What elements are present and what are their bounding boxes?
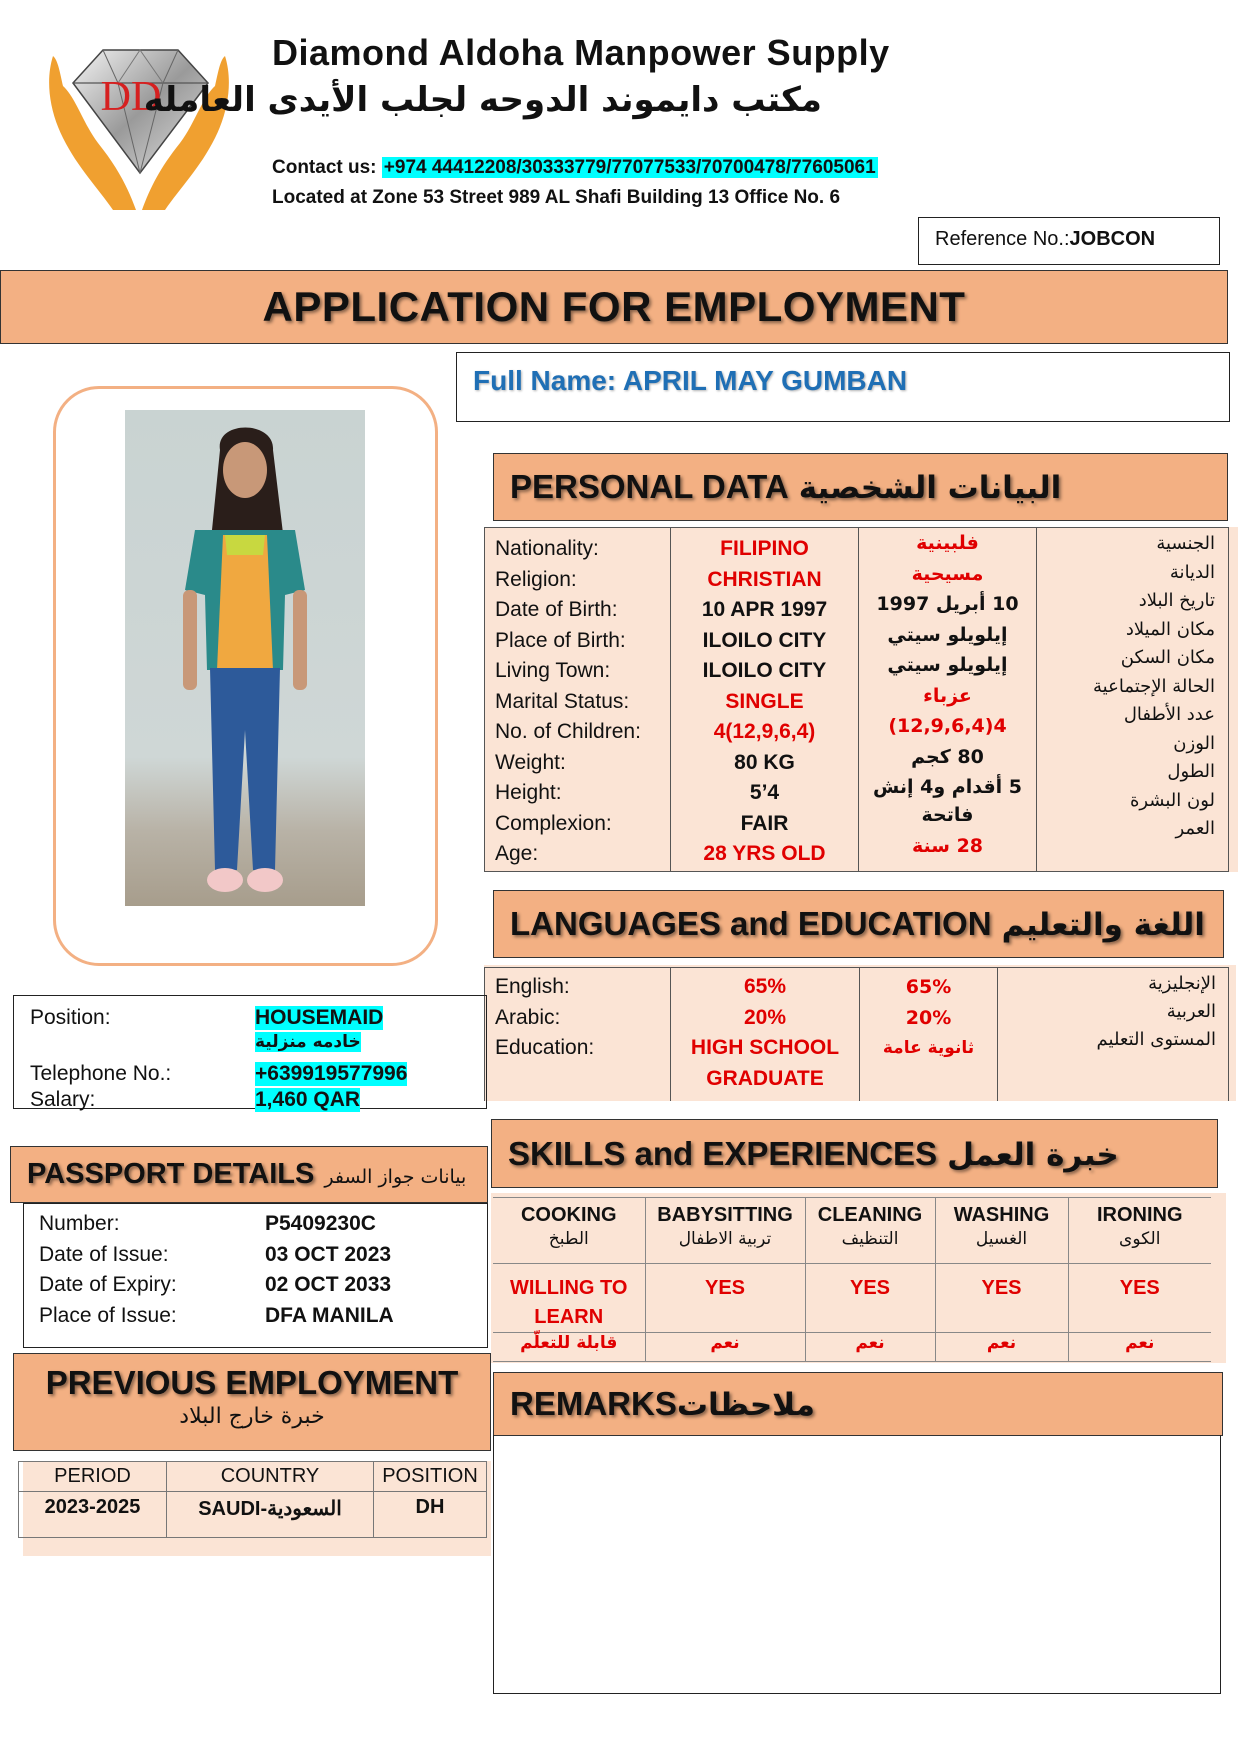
personal-label-arabic: تاريخ البلاد [1138, 590, 1215, 611]
personal-labels-column [485, 528, 671, 871]
personal-value-arabic: مسيحية [911, 562, 984, 585]
passport-details-header [10, 1146, 488, 1203]
languages-title: LANGUAGES and EDUCATION [510, 905, 992, 942]
skill-name: WASHING [953, 1204, 1050, 1226]
remarks-title-arabic: ملاحظات [676, 1387, 815, 1423]
skill-name: CLEANING [817, 1204, 923, 1226]
personal-value-arabic: 80 كجم [911, 745, 984, 768]
previous-employment-title: PREVIOUS EMPLOYMENT [45, 1364, 459, 1401]
passport-field-label: Date of Expiry: [39, 1273, 177, 1296]
period-column-header: PERIOD [19, 1462, 167, 1492]
skill-value-cell: YES [1068, 1264, 1211, 1333]
telephone-label: Telephone No.: [30, 1062, 172, 1085]
skills-header-row [493, 1198, 1211, 1264]
personal-value: ILOILO CITY [702, 628, 827, 652]
skill-value-cell: YES [805, 1264, 935, 1333]
person-photo-icon [125, 410, 365, 906]
personal-label: Marital Status: [495, 689, 630, 713]
reference-value: JOBCON [1069, 228, 1156, 250]
language-value-arabic: 65% [905, 976, 952, 998]
skill-value-cell: WILLING TO LEARN [493, 1264, 645, 1333]
passport-field-value: 03 OCT 2023 [265, 1242, 392, 1266]
company-logo [28, 38, 250, 214]
skills-title-arabic: خبرة العمل [947, 1136, 1119, 1173]
language-labels-arabic-column [998, 968, 1228, 1101]
skill-value-cell: YES [935, 1264, 1068, 1333]
skill-value-arabic-cell: قابلة للتعلّم [493, 1333, 645, 1362]
personal-value-arabic: عزباء [923, 684, 972, 707]
personal-value: 80 KG [734, 750, 795, 774]
personal-value: SINGLE [725, 689, 804, 713]
skill-value-cell: YES [645, 1264, 805, 1333]
passport-title-arabic: بيانات جواز السفر [324, 1166, 467, 1188]
personal-value-arabic: 10 أبريل 1997 [876, 593, 1019, 615]
language-label: Education: [495, 1036, 595, 1059]
skill-header-cell [645, 1198, 805, 1264]
personal-label-arabic: عدد الأطفال [1123, 704, 1215, 725]
personal-label-arabic: العمر [1175, 818, 1215, 839]
personal-value: ILOILO CITY [702, 659, 827, 682]
remarks-title: REMARKS [510, 1385, 677, 1422]
personal-label: Complexion: [495, 811, 612, 835]
personal-data-title-arabic: البيانات الشخصية [798, 470, 1062, 506]
skills-experiences-header [491, 1119, 1218, 1188]
applicant-info-box [13, 995, 487, 1109]
skill-value-arabic-cell: نعم [805, 1333, 935, 1362]
position-cell: DH [374, 1492, 487, 1538]
languages-title-arabic: اللغة والتعليم [1001, 907, 1205, 943]
language-label: English: [495, 975, 570, 998]
salary-value: 1,460 QAR [255, 1088, 361, 1111]
reference-number-box [918, 217, 1220, 265]
contact-phone-numbers: +974 44412208/30333779/77077533/70700478/77605061 [383, 157, 876, 178]
country-cell: SAUDI-السعودية [167, 1492, 374, 1538]
skill-header-cell [805, 1198, 935, 1264]
skill-value-arabic-cell: نعم [935, 1333, 1068, 1362]
skills-table [493, 1197, 1211, 1362]
personal-value-arabic: فاتحة [921, 804, 974, 826]
skill-header-cell [935, 1198, 1068, 1264]
personal-label: No. of Children: [495, 720, 641, 743]
language-label-arabic: المستوى التعليم [1096, 1029, 1216, 1050]
language-value-arabic: 20% [905, 1006, 952, 1029]
personal-value-arabic: 5 أقدام و4 إنش [873, 776, 1022, 798]
personal-label: Place of Birth: [495, 628, 626, 652]
language-label-arabic: العربية [1166, 1001, 1216, 1022]
skill-value-arabic-cell: نعم [1068, 1333, 1211, 1362]
skill-name-arabic: الغسيل [975, 1229, 1028, 1249]
personal-values-column [671, 528, 859, 871]
passport-details-box [23, 1203, 488, 1348]
skill-name: BABYSITTING [657, 1204, 793, 1226]
full-name-value: APRIL MAY GUMBAN [622, 365, 908, 396]
previous-employment-header-row [19, 1462, 487, 1492]
skill-name-arabic: التنظيف [841, 1229, 899, 1249]
passport-field-label: Place of Issue: [39, 1303, 177, 1327]
language-value-arabic: ثانوية عامة [882, 1038, 975, 1058]
skill-value-arabic-cell: نعم [645, 1333, 805, 1362]
personal-labels-arabic-column [1037, 528, 1227, 871]
skill-header-cell [1068, 1198, 1211, 1264]
skill-name: COOKING [520, 1204, 617, 1226]
language-labels-column [485, 968, 671, 1101]
contact-label: Contact us: [272, 157, 382, 178]
personal-label: Date of Birth: [495, 598, 618, 621]
position-value-arabic: خادمه منزلية [255, 1032, 361, 1052]
period-cell: 2023-2025 [19, 1492, 167, 1538]
personal-label-arabic: لون البشرة [1129, 789, 1215, 811]
skill-name-arabic: الطبخ [548, 1229, 589, 1249]
personal-data-table [484, 527, 1238, 872]
personal-label-arabic: الجنسية [1156, 533, 1215, 554]
reference-label: Reference No.: [935, 228, 1070, 250]
personal-value: 5’4 [749, 781, 780, 804]
diamond-hands-logo-icon [28, 38, 250, 214]
previous-employment-title-arabic: خبرة خارج البلاد [179, 1404, 325, 1429]
language-values-arabic-column [860, 968, 998, 1101]
country-column-header: COUNTRY [167, 1462, 374, 1492]
personal-value: FILIPINO [720, 537, 809, 560]
personal-value-arabic: 28 سنة [911, 834, 984, 857]
languages-education-header [493, 890, 1224, 958]
previous-employment-header [13, 1353, 491, 1451]
personal-value: 4(12,9,6,4) [713, 720, 816, 743]
personal-label: Nationality: [495, 537, 599, 560]
skills-value-row [493, 1264, 1211, 1333]
company-name: Diamond Aldoha Manpower Supply [272, 32, 890, 73]
form-title-bar [0, 270, 1228, 344]
table-row [19, 1492, 487, 1538]
svg-text:DD: DD [100, 74, 162, 120]
languages-table [484, 965, 1236, 1101]
language-value: HIGH SCHOOL GRADUATE [690, 1036, 840, 1090]
passport-field-value: P5409230C [265, 1212, 376, 1235]
skill-name-arabic: تربية الاطفال [678, 1229, 772, 1249]
personal-value: FAIR [740, 811, 789, 835]
language-values-column [671, 968, 860, 1101]
full-name-box [456, 352, 1230, 422]
personal-value: 10 APR 1997 [701, 598, 828, 621]
position-column-header: POSITION [374, 1462, 487, 1492]
personal-label-arabic: الوزن [1173, 732, 1215, 754]
personal-data-header [493, 453, 1228, 521]
language-value: 65% [743, 975, 787, 998]
personal-values-arabic-column [859, 528, 1037, 871]
skill-name-arabic: الكوى [1119, 1229, 1161, 1249]
skill-name: IRONING [1096, 1204, 1183, 1226]
personal-label: Weight: [495, 750, 566, 774]
passport-field-label: Date of Issue: [39, 1242, 169, 1266]
office-address: Located at Zone 53 Street 989 AL Shafi Building 13 Office No. 6 [272, 187, 841, 208]
personal-data-title: PERSONAL DATA [510, 468, 789, 505]
personal-value-arabic: فلبينية [916, 532, 979, 554]
previous-employment-table [18, 1461, 487, 1538]
remarks-header [493, 1372, 1223, 1436]
passport-title: PASSPORT DETAILS [27, 1158, 315, 1190]
salary-label: Salary: [30, 1088, 96, 1111]
position-value: HOUSEMAID [255, 1006, 384, 1029]
company-name-arabic: مكتب دايموند الدوحه لجلب الأيدى العامله [143, 80, 822, 120]
skills-arabic-value-row [493, 1333, 1211, 1362]
passport-field-value: 02 OCT 2033 [265, 1273, 392, 1296]
personal-label-arabic: الديانة [1169, 561, 1215, 583]
personal-value-arabic: إيلويلو سيتي [887, 654, 1008, 676]
telephone-value: +639919577996 [255, 1062, 408, 1085]
contact-line [272, 157, 878, 179]
full-name-label: Full Name: [473, 365, 623, 396]
personal-label-arabic: مكان الميلاد [1125, 618, 1215, 640]
personal-value: 28 YRS OLD [703, 842, 826, 865]
language-label-arabic: الإنجليزية [1148, 973, 1216, 994]
position-label: Position: [30, 1006, 111, 1029]
passport-field-label: Number: [39, 1212, 120, 1235]
passport-field-value: DFA MANILA [265, 1303, 394, 1327]
personal-label: Age: [495, 842, 539, 865]
personal-value-arabic: إيلويلو سيتي [887, 623, 1008, 646]
skills-title: SKILLS and EXPERIENCES [508, 1134, 938, 1172]
personal-value-arabic: 4(12,9,6,4) [888, 715, 1007, 737]
remarks-box [493, 1435, 1221, 1694]
language-label: Arabic: [495, 1005, 561, 1029]
personal-label: Living Town: [495, 659, 611, 682]
skill-header-cell [493, 1198, 645, 1264]
language-value: 20% [743, 1005, 787, 1029]
personal-label: Religion: [495, 567, 577, 591]
applicant-photo [125, 410, 365, 906]
personal-label-arabic: الطول [1167, 761, 1215, 782]
form-title: APPLICATION FOR EMPLOYMENT [262, 283, 966, 330]
personal-label: Height: [495, 781, 562, 804]
personal-label-arabic: مكان السكن [1120, 647, 1215, 668]
personal-label-arabic: الحالة الإجتماعية [1093, 675, 1215, 697]
personal-value: CHRISTIAN [707, 567, 822, 591]
